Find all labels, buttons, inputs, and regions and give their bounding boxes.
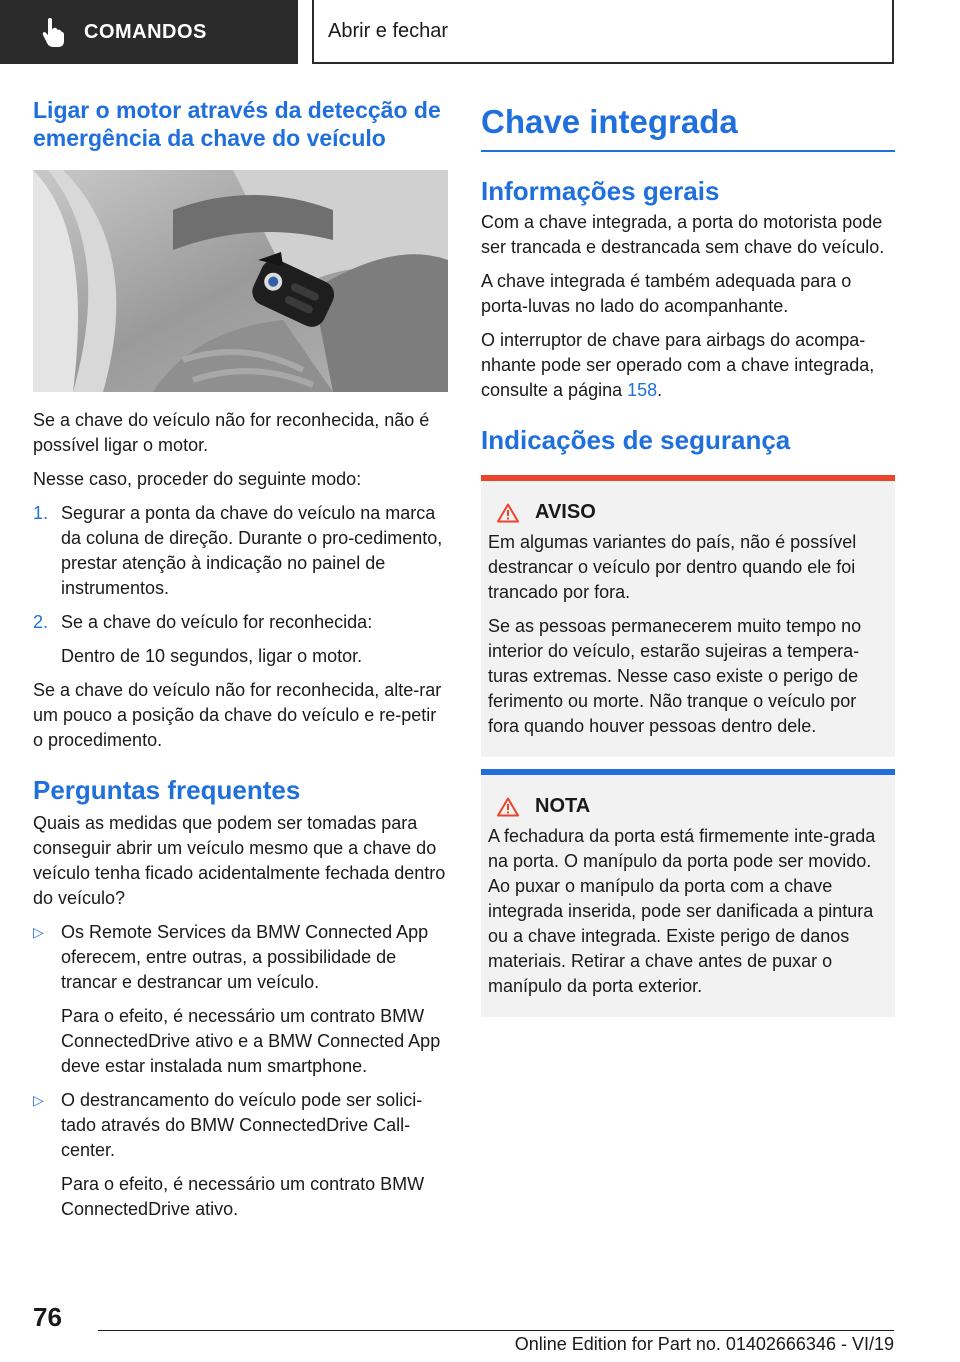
section-tab[interactable]	[0, 0, 298, 64]
left-column	[33, 96, 448, 1222]
warning-title-row	[488, 501, 888, 524]
chapter-label: Abrir e fechar	[328, 19, 449, 42]
page-header	[0, 0, 960, 66]
warning-triangle-icon	[497, 797, 519, 817]
triangle-bullet-icon: ▷	[33, 1092, 44, 1108]
chapter-tab[interactable]	[312, 0, 894, 64]
answer-text: Os Remote Services da BMW Connected App oferecem, entre outras, a possibilidade de trancar e destrancar um veículo.	[61, 922, 429, 992]
emergency-start-heading: Ligar o motor através da detecção de emergência da chave do veículo	[33, 97, 441, 151]
section-label: COMANDOS	[84, 20, 207, 43]
paragraph-text: O interruptor de chave para airbags do acompa‐nhante pode ser operado com a chave integrada, consulte a página	[481, 330, 875, 400]
warning-title: AVISO	[535, 501, 596, 523]
safety-heading: Indicações de segurança	[481, 425, 791, 455]
answer-subtext: Para o efeito, é necessário um contrato BMW ConnectedDrive ativo.	[61, 1174, 425, 1219]
list-item	[33, 920, 448, 1079]
step-subtext: Dentro de 10 segundos, ligar o motor.	[61, 646, 363, 666]
paragraph: Com a chave integrada, a porta do motorista pode ser trancada e destrancada sem chave do veículo.	[481, 212, 885, 257]
faq-question: Quais as medidas que podem ser tomadas para conseguir abrir um veículo mesmo que a chave do veículo tenha ficado acidentalmente fechada dentro do veículo?	[33, 813, 446, 908]
page-footer	[0, 1290, 960, 1362]
paragraph: A chave integrada é também adequada para o porta-luvas no lado do acompanhante.	[481, 271, 852, 316]
step-number: 1.	[33, 503, 49, 523]
step-number: 2.	[33, 612, 49, 632]
integrated-key-heading: Chave integrada	[481, 100, 895, 152]
warning-text: Se as pessoas permanecerem muito tempo no interior do veículo, estarão sujeiras a tempera‐turas extremas. Nesse caso existe o perigo de ferimento ou morte. Não tranque o veículo por fora quando houver pessoas dentro dele.	[488, 616, 862, 736]
paragraph: Se a chave do veículo não for reconhecida, alte‐rar um pouco a posição da chave do veículo e re‐petir o procedimento.	[33, 680, 442, 750]
edition-text: Online Edition for Part no. 01402666346 - VI/19	[514, 1334, 894, 1354]
note-text: A fechadura da porta está firmemente inte‐grada na porta. O manípulo da porta pode ser movido. Ao puxar o manípulo da porta com a chave integrada inserida, pode ser danificada a pintura ou a chave integrada. Existe perigo de danos materiais. Retirar a chave antes de puxar o manípulo da porta exterior.	[488, 826, 876, 996]
paragraph: Se a chave do veículo não for reconhecida, não é possível ligar o motor.	[33, 410, 430, 455]
paragraph: O interruptor de chave para airbags do acompa‐nhante pode ser operado com a chave integrada, consulte a página 158.	[481, 330, 875, 400]
answer-text: O destrancamento do veículo pode ser solici‐tado através do BMW ConnectedDrive Call‐center.	[61, 1090, 423, 1160]
note-title: NOTA	[535, 795, 591, 817]
key-fob-photo	[33, 170, 448, 392]
page-link[interactable]: 158	[627, 380, 658, 400]
pointing-hand-icon	[40, 17, 66, 47]
warning-triangle-icon	[497, 503, 519, 523]
footer-divider	[98, 1330, 894, 1331]
right-column	[481, 100, 895, 1017]
page-number: 76	[33, 1302, 62, 1332]
warning-text: Em algumas variantes do país, não é possível destrancar o veículo por dentro quando ele foi trancado por fora.	[488, 532, 857, 602]
paragraph: Nesse caso, proceder do seguinte modo:	[33, 469, 362, 489]
faq-heading: Perguntas frequentes	[33, 775, 301, 805]
step-text: Se a chave do veículo for reconhecida:	[61, 612, 373, 632]
answer-subtext: Para o efeito, é necessário um contrato BMW ConnectedDrive ativo e a BMW Connected App deve estar instalada num smartphone.	[61, 1006, 441, 1076]
general-info-heading: Informações gerais	[481, 176, 720, 206]
step-text: Segurar a ponta da chave do veículo na marca da coluna de direção. Durante o pro‐cedimento, prestar atenção à indicação no painel de instrumentos.	[61, 503, 443, 598]
warning-box	[481, 475, 895, 757]
list-item	[33, 1088, 448, 1222]
step-item	[33, 501, 448, 601]
note-box	[481, 769, 895, 1017]
note-title-row	[488, 795, 888, 818]
triangle-bullet-icon: ▷	[33, 924, 44, 940]
step-item	[33, 610, 448, 669]
